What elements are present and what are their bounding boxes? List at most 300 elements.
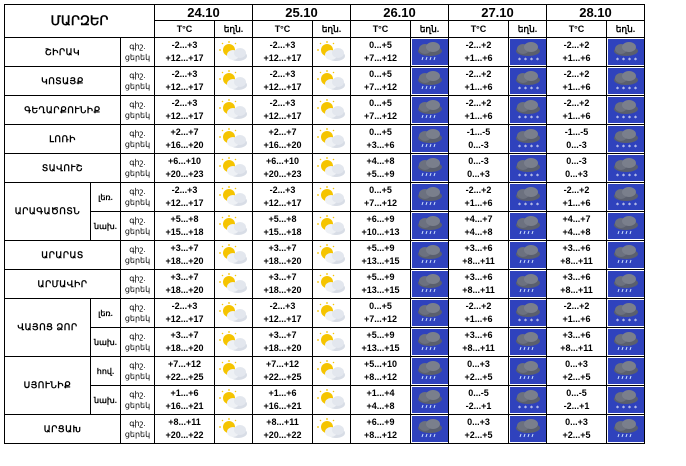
svg-text:*: * — [615, 405, 619, 412]
night-label: գիշ. — [129, 419, 146, 428]
day-temp: +1...+6 — [562, 198, 591, 208]
svg-text:*: * — [615, 86, 619, 93]
night-label: գիշ. — [129, 216, 146, 225]
svg-text:*: * — [621, 144, 625, 151]
night-temp: -2...+3 — [171, 98, 198, 108]
subregion-label: լեռ. — [91, 299, 121, 328]
rain-icon — [509, 415, 547, 444]
night-temp: -2...+2 — [563, 69, 590, 79]
temperature-cell — [351, 67, 411, 96]
temperature-cell — [351, 241, 411, 270]
temperature-cell — [547, 212, 607, 241]
partly-cloudy-icon — [313, 154, 351, 183]
day-night-label — [121, 212, 155, 241]
night-temp: -2...+2 — [563, 301, 590, 311]
region-name: ՇԻՐԱԿ — [5, 38, 121, 67]
svg-text:*: * — [621, 405, 625, 412]
day-night-label — [121, 270, 155, 299]
svg-text:*: * — [627, 57, 631, 64]
day-temp: +12...+17 — [263, 82, 302, 92]
day-temp: +2...+5 — [562, 372, 591, 382]
temperature-cell — [155, 386, 215, 415]
day-temp: +7...+12 — [363, 198, 398, 208]
temperature-cell — [547, 386, 607, 415]
subregion-label: նախ. — [91, 386, 121, 415]
svg-text:*: * — [627, 202, 631, 209]
night-label: գիշ. — [129, 274, 146, 283]
rain-icon — [411, 154, 449, 183]
snow-icon — [509, 299, 547, 328]
day-label: ցերեկ — [124, 285, 151, 294]
night-label: գիշ. — [129, 245, 146, 254]
day-temp: +13...+15 — [361, 256, 400, 266]
partly-cloudy-icon — [313, 241, 351, 270]
night-temp: -1...-5 — [564, 127, 589, 137]
night-temp: +7...+12 — [167, 359, 202, 369]
svg-text:*: * — [615, 173, 619, 180]
partly-cloudy-icon — [215, 357, 253, 386]
day-temp: +7...+12 — [363, 53, 398, 63]
temperature-cell — [351, 125, 411, 154]
region-name: ԱՐԱՐԱՏ — [5, 241, 121, 270]
night-temp: -2...+2 — [465, 301, 492, 311]
temperature-cell — [253, 415, 313, 444]
svg-text:*: * — [535, 405, 539, 412]
rain-icon — [509, 357, 547, 386]
rain-icon — [411, 328, 449, 357]
day-temp: 0...+3 — [467, 169, 490, 179]
svg-text:*: * — [529, 57, 533, 64]
partly-cloudy-icon — [215, 183, 253, 212]
partly-cloudy-icon — [313, 357, 351, 386]
day-temp: +20...+22 — [165, 430, 204, 440]
svg-text:*: * — [535, 57, 539, 64]
night-temp: +3...+6 — [464, 330, 493, 340]
day-temp: +7...+12 — [363, 314, 398, 324]
snow-icon — [607, 38, 645, 67]
temperature-cell — [155, 357, 215, 386]
temp-header: T°C — [547, 21, 607, 38]
svg-text:*: * — [529, 144, 533, 151]
day-night-label — [121, 415, 155, 444]
night-temp: -2...+2 — [563, 185, 590, 195]
svg-text:*: * — [627, 173, 631, 180]
svg-text:*: * — [621, 57, 625, 64]
temp-header: T°C — [155, 21, 215, 38]
night-temp: -2...+3 — [171, 69, 198, 79]
table-row — [5, 357, 645, 386]
day-temp: +1...+6 — [464, 82, 493, 92]
temperature-cell — [155, 270, 215, 299]
temperature-cell — [449, 96, 509, 125]
partly-cloudy-icon — [313, 212, 351, 241]
snow-icon — [509, 96, 547, 125]
svg-text:*: * — [621, 173, 625, 180]
rain-icon — [411, 67, 449, 96]
night-temp: +4...+7 — [562, 214, 591, 224]
rain-icon — [411, 212, 449, 241]
temperature-cell — [253, 328, 313, 357]
night-temp: -2...+2 — [465, 69, 492, 79]
partly-cloudy-icon — [215, 328, 253, 357]
temperature-cell — [449, 38, 509, 67]
day-temp: +1...+6 — [464, 198, 493, 208]
day-temp: +15...+18 — [165, 227, 204, 237]
day-temp: +12...+17 — [165, 111, 204, 121]
snow-icon — [509, 67, 547, 96]
temperature-cell — [253, 386, 313, 415]
temperature-cell — [351, 357, 411, 386]
day-temp: +8...+11 — [560, 285, 593, 295]
night-temp: -2...+2 — [465, 40, 492, 50]
night-temp: -2...+3 — [171, 40, 198, 50]
table-row — [5, 154, 645, 183]
rain-icon — [509, 241, 547, 270]
night-temp: +3...+7 — [268, 330, 297, 340]
partly-cloudy-icon — [215, 212, 253, 241]
night-temp: +6...+10 — [265, 156, 300, 166]
table-row — [5, 270, 645, 299]
night-temp: +1...+6 — [170, 388, 199, 398]
night-temp: +7...+12 — [265, 359, 300, 369]
night-temp: +6...+10 — [167, 156, 202, 166]
night-temp: +2...+7 — [268, 127, 297, 137]
night-temp: +3...+7 — [268, 272, 297, 282]
svg-text:*: * — [535, 86, 539, 93]
night-temp: 0...-5 — [468, 388, 489, 398]
svg-text:*: * — [633, 202, 637, 209]
night-label: գիշ. — [129, 390, 146, 399]
night-label: գիշ. — [129, 158, 146, 167]
region-name: ԳԵՂԱՐՔՈՒՆԻՔ — [5, 96, 121, 125]
region-name: ԱՐԱԳԱԾՈՏՆ — [5, 183, 91, 241]
partly-cloudy-icon — [215, 154, 253, 183]
temperature-cell — [449, 67, 509, 96]
day-label: ցերեկ — [124, 111, 151, 120]
region-name: ԿՈՏԱՅՔ — [5, 67, 121, 96]
night-temp: +6...+9 — [366, 417, 395, 427]
snow-icon — [607, 96, 645, 125]
symbol-header: եղն. — [509, 21, 547, 38]
night-temp: -1...-5 — [466, 127, 491, 137]
rain-icon — [411, 125, 449, 154]
temperature-cell — [351, 270, 411, 299]
day-temp: +16...+20 — [165, 140, 204, 150]
svg-text:*: * — [627, 86, 631, 93]
svg-text:*: * — [517, 144, 521, 151]
temperature-cell — [253, 212, 313, 241]
rain-icon — [411, 357, 449, 386]
svg-text:*: * — [633, 86, 637, 93]
day-temp: +1...+6 — [562, 111, 591, 121]
rain-icon — [607, 328, 645, 357]
day-label: ցերեկ — [124, 401, 151, 410]
rain-icon — [411, 241, 449, 270]
snow-icon — [607, 125, 645, 154]
night-temp: 0...-3 — [566, 156, 587, 166]
svg-text:*: * — [523, 86, 527, 93]
night-temp: 0...+5 — [369, 127, 392, 137]
snow-icon — [607, 299, 645, 328]
region-name: ՎԱՅՈՑ ՁՈՐ — [5, 299, 91, 357]
temperature-cell — [547, 183, 607, 212]
temperature-cell — [351, 183, 411, 212]
partly-cloudy-icon — [313, 125, 351, 154]
day-temp: +12...+17 — [263, 198, 302, 208]
partly-cloudy-icon — [313, 183, 351, 212]
night-temp: +1...+4 — [366, 388, 395, 398]
day-temp: +18...+20 — [165, 285, 204, 295]
night-temp: +3...+6 — [464, 243, 493, 253]
temperature-cell — [547, 154, 607, 183]
subregion-label: նախ. — [91, 212, 121, 241]
svg-text:*: * — [535, 318, 539, 325]
temperature-cell — [253, 67, 313, 96]
svg-text:*: * — [627, 318, 631, 325]
day-temp: +12...+17 — [165, 314, 204, 324]
snow-icon — [509, 125, 547, 154]
svg-text:*: * — [627, 405, 631, 412]
svg-text:*: * — [633, 405, 637, 412]
temperature-cell — [155, 67, 215, 96]
temperature-cell — [155, 125, 215, 154]
day-temp: +1...+6 — [562, 82, 591, 92]
day-temp: +15...+18 — [263, 227, 302, 237]
rain-icon — [411, 96, 449, 125]
day-temp: +1...+6 — [464, 314, 493, 324]
temperature-cell — [155, 96, 215, 125]
day-temp: +8...+11 — [560, 256, 593, 266]
temperature-cell — [155, 212, 215, 241]
temperature-cell — [351, 154, 411, 183]
day-label: ցերեկ — [124, 169, 151, 178]
night-temp: +4...+7 — [464, 214, 493, 224]
day-night-label — [121, 299, 155, 328]
temperature-cell — [253, 299, 313, 328]
night-temp: +3...+6 — [562, 272, 591, 282]
night-temp: 0...-3 — [468, 156, 489, 166]
night-temp: -2...+2 — [465, 98, 492, 108]
rain-icon — [411, 299, 449, 328]
symbol-header: եղն. — [313, 21, 351, 38]
day-temp: +12...+17 — [263, 314, 302, 324]
night-temp: +8...+11 — [266, 417, 299, 427]
temperature-cell — [351, 96, 411, 125]
svg-text:*: * — [529, 405, 533, 412]
temperature-cell — [155, 299, 215, 328]
day-label: ցերեկ — [124, 227, 151, 236]
svg-text:*: * — [523, 115, 527, 122]
svg-text:*: * — [529, 115, 533, 122]
partly-cloudy-icon — [215, 125, 253, 154]
temperature-cell — [449, 270, 509, 299]
night-temp: +3...+6 — [562, 330, 591, 340]
day-temp: +2...+5 — [562, 430, 591, 440]
partly-cloudy-icon — [215, 241, 253, 270]
night-temp: 0...+5 — [369, 40, 392, 50]
temperature-cell — [351, 328, 411, 357]
temperature-cell — [449, 415, 509, 444]
night-temp: +5...+10 — [363, 359, 398, 369]
day-temp: 0...+3 — [565, 169, 588, 179]
night-temp: +5...+8 — [170, 214, 199, 224]
day-temp: +22...+25 — [165, 372, 204, 382]
rain-icon — [509, 212, 547, 241]
svg-text:*: * — [621, 115, 625, 122]
svg-text:*: * — [517, 405, 521, 412]
day-label: ցերեկ — [124, 198, 151, 207]
svg-text:*: * — [529, 173, 533, 180]
temperature-cell — [253, 38, 313, 67]
day-label: ցերեկ — [124, 82, 151, 91]
table-row — [5, 328, 645, 357]
svg-text:*: * — [517, 173, 521, 180]
night-temp: +5...+9 — [366, 243, 395, 253]
day-temp: +12...+17 — [263, 111, 302, 121]
night-label: գիշ. — [129, 332, 146, 341]
night-temp: +3...+7 — [170, 243, 199, 253]
day-temp: +8...+12 — [363, 430, 398, 440]
svg-text:*: * — [615, 318, 619, 325]
night-temp: 0...-5 — [566, 388, 587, 398]
temperature-cell — [351, 299, 411, 328]
temperature-cell — [547, 357, 607, 386]
day-temp: +12...+17 — [263, 53, 302, 63]
day-temp: +18...+20 — [165, 256, 204, 266]
day-temp: +12...+17 — [165, 82, 204, 92]
day-temp: +16...+21 — [165, 401, 204, 411]
svg-text:*: * — [535, 173, 539, 180]
region-name: ԱՐՄԱՎԻՐ — [5, 270, 121, 299]
partly-cloudy-icon — [215, 270, 253, 299]
svg-text:*: * — [615, 202, 619, 209]
day-temp: +18...+20 — [263, 343, 302, 353]
night-temp: 0...+3 — [467, 359, 490, 369]
svg-text:*: * — [535, 144, 539, 151]
day-temp: 0...-3 — [566, 140, 587, 150]
day-temp: +18...+20 — [263, 285, 302, 295]
rain-icon — [607, 241, 645, 270]
day-temp: +20...+22 — [263, 430, 302, 440]
night-label: գիշ. — [129, 361, 146, 370]
day-temp: +3...+6 — [366, 140, 395, 150]
day-temp: -2...+1 — [465, 401, 492, 411]
subregion-label: հով. — [91, 357, 121, 386]
rain-icon — [411, 183, 449, 212]
day-temp: +1...+6 — [562, 314, 591, 324]
snow-icon — [509, 386, 547, 415]
night-temp: +1...+6 — [268, 388, 297, 398]
night-temp: -2...+3 — [269, 98, 296, 108]
temperature-cell — [351, 38, 411, 67]
table-row — [5, 386, 645, 415]
temperature-cell — [449, 212, 509, 241]
rain-icon — [411, 386, 449, 415]
svg-text:*: * — [627, 144, 631, 151]
partly-cloudy-icon — [313, 328, 351, 357]
forecast-body — [5, 38, 645, 444]
svg-text:*: * — [633, 173, 637, 180]
night-temp: +3...+6 — [562, 243, 591, 253]
night-temp: +3...+6 — [464, 272, 493, 282]
svg-text:*: * — [523, 57, 527, 64]
temperature-cell — [253, 270, 313, 299]
rain-icon — [509, 328, 547, 357]
day-temp: +5...+9 — [366, 169, 395, 179]
partly-cloudy-icon — [215, 415, 253, 444]
temperature-cell — [155, 38, 215, 67]
day-temp: +4...+8 — [366, 401, 395, 411]
svg-text:*: * — [517, 115, 521, 122]
night-temp: +4...+8 — [366, 156, 395, 166]
svg-text:*: * — [621, 86, 625, 93]
snow-icon — [509, 38, 547, 67]
day-temp: +2...+5 — [464, 372, 493, 382]
day-temp: +8...+11 — [462, 343, 495, 353]
night-temp: -2...+3 — [269, 301, 296, 311]
svg-text:*: * — [633, 318, 637, 325]
day-label: ցերեկ — [124, 430, 151, 439]
temperature-cell — [351, 386, 411, 415]
temperature-cell — [547, 67, 607, 96]
night-temp: 0...+3 — [565, 417, 588, 427]
partly-cloudy-icon — [215, 38, 253, 67]
day-temp: +8...+12 — [363, 372, 398, 382]
symbol-header: եղն. — [215, 21, 253, 38]
partly-cloudy-icon — [215, 386, 253, 415]
night-temp: +3...+7 — [170, 330, 199, 340]
day-night-label — [121, 67, 155, 96]
night-temp: -2...+3 — [171, 301, 198, 311]
svg-text:*: * — [615, 115, 619, 122]
svg-text:*: * — [633, 115, 637, 122]
subregion-label: նախ. — [91, 328, 121, 357]
night-temp: 0...+3 — [565, 359, 588, 369]
symbol-header: եղն. — [607, 21, 645, 38]
table-row — [5, 415, 645, 444]
night-temp: +8...+11 — [168, 417, 201, 427]
day-night-label — [121, 154, 155, 183]
day-temp: +4...+8 — [562, 227, 591, 237]
region-name: ԱՐՑԱԽ — [5, 415, 121, 444]
night-temp: +5...+9 — [366, 330, 395, 340]
day-temp: +4...+8 — [464, 227, 493, 237]
night-temp: +2...+7 — [170, 127, 199, 137]
night-label: գիշ. — [129, 100, 146, 109]
temperature-cell — [449, 299, 509, 328]
partly-cloudy-icon — [313, 299, 351, 328]
day-temp: +22...+25 — [263, 372, 302, 382]
day-night-label — [121, 183, 155, 212]
day-temp: +12...+17 — [165, 198, 204, 208]
day-temp: +7...+12 — [363, 111, 398, 121]
svg-text:*: * — [535, 115, 539, 122]
snow-icon — [607, 183, 645, 212]
temperature-cell — [449, 154, 509, 183]
svg-text:*: * — [517, 318, 521, 325]
day-temp: +8...+11 — [560, 343, 593, 353]
partly-cloudy-icon — [313, 415, 351, 444]
svg-text:*: * — [621, 318, 625, 325]
partly-cloudy-icon — [313, 270, 351, 299]
temperature-cell — [253, 154, 313, 183]
night-label: գիշ. — [129, 71, 146, 80]
rain-icon — [509, 270, 547, 299]
svg-text:*: * — [615, 57, 619, 64]
temperature-cell — [449, 241, 509, 270]
night-temp: -2...+3 — [269, 185, 296, 195]
temperature-cell — [547, 125, 607, 154]
